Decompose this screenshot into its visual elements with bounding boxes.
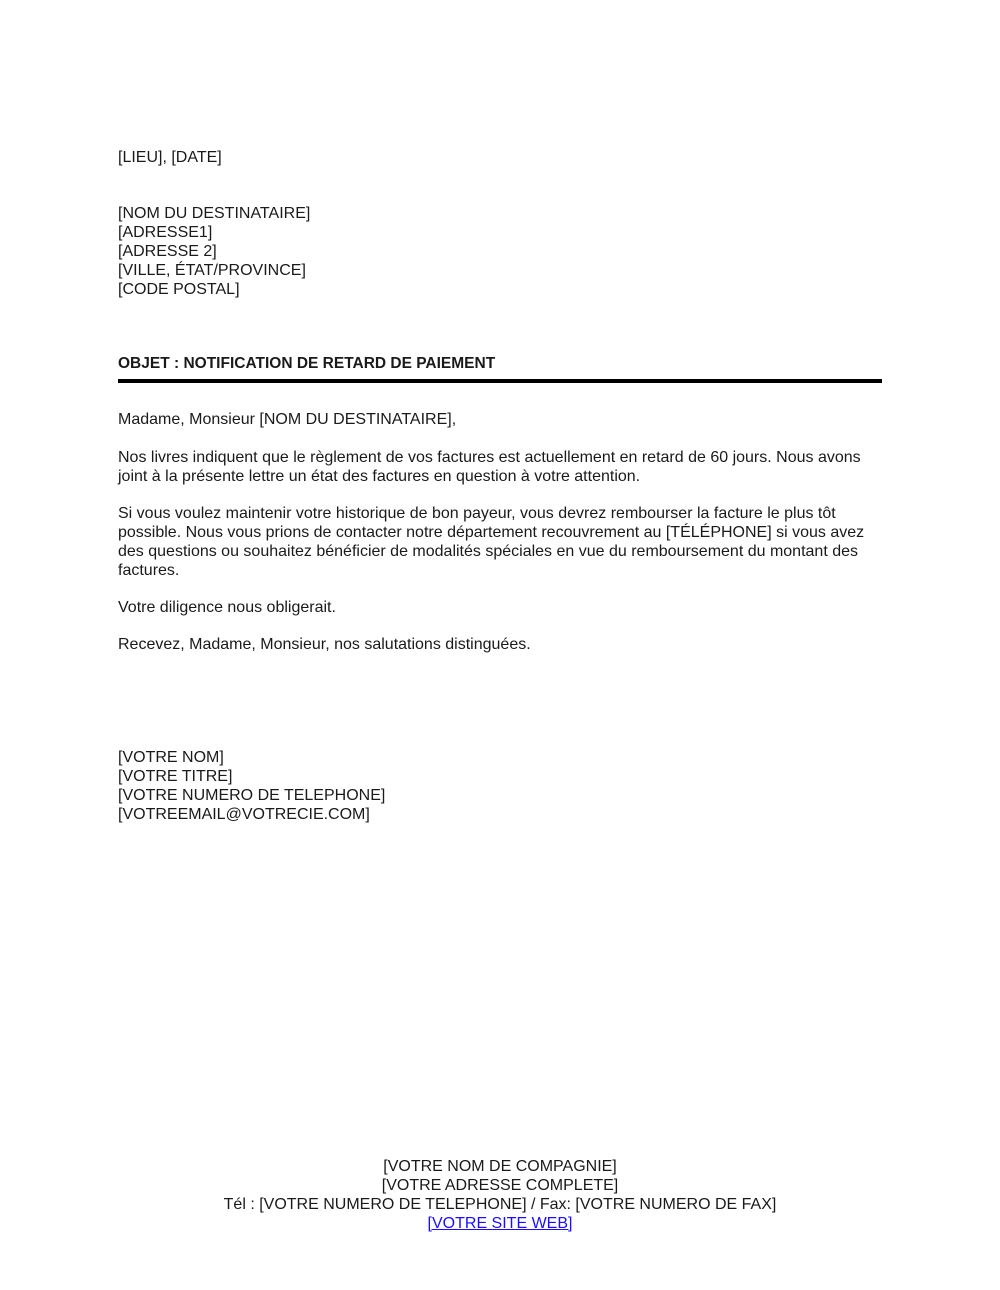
footer-contact: Tél : [VOTRE NUMERO DE TELEPHONE] / Fax: [VOTRE NUMERO DE FAX] bbox=[223, 1196, 777, 1213]
body-paragraph-2 bbox=[118, 504, 888, 580]
footer-website-line bbox=[0, 1214, 1000, 1233]
signature-title: [VOTRE TITRE] bbox=[118, 768, 233, 785]
recipient-city-state: [VILLE, ÉTAT/PROVINCE] bbox=[118, 262, 306, 279]
paragraph-text: Nos livres indiquent que le règlement de vos factures est actuellement en retard de 60 jours. Nous avons joint à la présente lettre un état des factures en question à votre attention. bbox=[118, 449, 861, 485]
salutation: Madame, Monsieur [NOM DU DESTINATAIRE], bbox=[118, 411, 457, 428]
signature-block bbox=[118, 748, 888, 824]
subject-line bbox=[118, 354, 888, 373]
recipient-address2: [ADRESSE 2] bbox=[118, 243, 217, 260]
subject-divider bbox=[118, 379, 882, 383]
footer-address: [VOTRE ADRESSE COMPLETE] bbox=[381, 1177, 619, 1194]
recipient-name: [NOM DU DESTINATAIRE] bbox=[118, 205, 311, 222]
closing-paragraph bbox=[118, 635, 888, 654]
closing-text: Recevez, Madame, Monsieur, nos salutations distinguées. bbox=[118, 636, 531, 653]
website-link[interactable]: [VOTRE SITE WEB] bbox=[427, 1215, 573, 1232]
recipient-address1: [ADRESSE1] bbox=[118, 224, 213, 241]
recipient-postal-code: [CODE POSTAL] bbox=[118, 281, 240, 298]
subject-text: OBJET : NOTIFICATION DE RETARD DE PAIEMENT bbox=[118, 355, 496, 372]
place-date: [LIEU], [DATE] bbox=[118, 149, 222, 166]
body-paragraph-1 bbox=[118, 448, 888, 486]
place-date-block bbox=[118, 148, 888, 167]
salutation-block bbox=[118, 410, 888, 429]
signature-name: [VOTRE NOM] bbox=[118, 749, 224, 766]
letterhead-footer bbox=[0, 1157, 1000, 1233]
footer-company: [VOTRE NOM DE COMPAGNIE] bbox=[383, 1158, 617, 1175]
signature-phone: [VOTRE NUMERO DE TELEPHONE] bbox=[118, 787, 386, 804]
paragraph-text: Si vous voulez maintenir votre historique de bon payeur, vous devrez rembourser la facture le plus tôt possible. Nous vous prions de contacter notre département recouvrement au [TÉLÉPHONE] si vous avez des questions ou souhaitez bénéficier de modalités spéciales en vue du remboursement du montant des factures. bbox=[118, 505, 865, 579]
paragraph-text: Votre diligence nous obligerait. bbox=[118, 599, 336, 616]
body-paragraph-3 bbox=[118, 598, 888, 617]
recipient-address-block bbox=[118, 204, 888, 299]
signature-email: [VOTREEMAIL@VOTRECIE.COM] bbox=[118, 806, 370, 823]
